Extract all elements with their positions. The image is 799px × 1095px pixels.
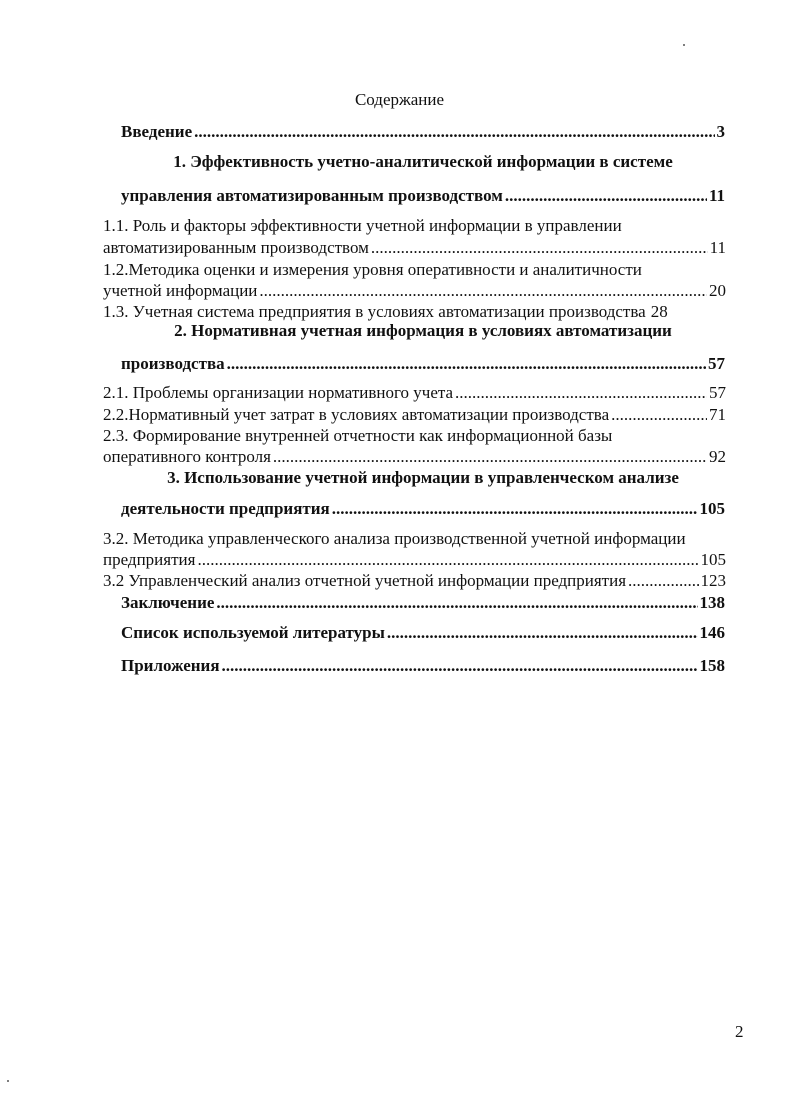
- toc-entry-text: деятельности предприятия: [121, 499, 330, 518]
- dot-leader: [216, 592, 697, 613]
- dot-leader: [371, 237, 708, 258]
- toc-section-3-2: [103, 570, 726, 591]
- toc-entry-text: 1.1. Роль и факторы эффективности учетной информации в управлении: [103, 216, 622, 235]
- toc-entry-text: предприятия: [103, 550, 196, 569]
- toc-entry-text: производства: [121, 354, 225, 373]
- toc-page-number: 105: [700, 550, 726, 569]
- toc-chapter-3-line2: [121, 498, 725, 519]
- toc-page-number: 20: [709, 281, 726, 300]
- toc-entry-text: 1. Эффективность учетно-аналитической информации в системе: [173, 152, 673, 171]
- toc-section-2-2: [103, 404, 726, 425]
- toc-page-number: 57: [709, 383, 726, 402]
- toc-entry-intro: [121, 121, 725, 142]
- dot-leader: [455, 382, 707, 403]
- dot-leader: [197, 549, 698, 570]
- toc-entry-text: 2.3. Формирование внутренней отчетности как информационной базы: [103, 426, 613, 445]
- toc-section-1-3: [103, 301, 726, 322]
- toc-entry-text: управления автоматизированным производством: [121, 186, 503, 205]
- toc-page-number: 3: [716, 122, 725, 141]
- toc-entry-text: Введение: [121, 122, 193, 141]
- toc-section-1-2-line1: [103, 259, 642, 280]
- dot-leader: [611, 404, 707, 425]
- dot-leader: [222, 655, 698, 676]
- toc-entry-text: 2. Нормативная учетная информация в условиях автоматизации: [174, 321, 672, 340]
- toc-entry-text: оперативного контроля: [103, 447, 271, 466]
- toc-page-number: 138: [699, 593, 725, 612]
- toc-section-2-3-line2: [103, 446, 726, 467]
- toc-section-2-3-line1: [103, 425, 612, 446]
- toc-entry-text: 3.2. Методика управленческого анализа производственной учетной информации: [103, 529, 686, 548]
- toc-entry-text: 1.2.Методика оценки и измерения уровня оперативности и аналитичности: [103, 260, 642, 279]
- toc-page-number: 71: [709, 405, 726, 424]
- scan-speck: [683, 44, 685, 46]
- toc-entry-literature: [121, 622, 725, 643]
- toc-heading: Содержание: [354, 90, 445, 109]
- toc-section-2-1: [103, 382, 726, 403]
- dot-leader: [227, 353, 706, 374]
- dot-leader: [332, 498, 698, 519]
- page-number: 2: [735, 1022, 744, 1041]
- toc-entry-conclusion: [121, 592, 725, 613]
- toc-entry-text: Приложения: [121, 656, 220, 675]
- dot-leader: [505, 185, 707, 206]
- dot-leader: [387, 622, 698, 643]
- toc-entry-text: 3. Использование учетной информации в управленческом анализе: [167, 468, 679, 487]
- toc-entry-text: Список используемой литературы: [121, 623, 385, 642]
- toc-chapter-2-line2: [121, 353, 725, 374]
- toc-page-number: 105: [699, 499, 725, 518]
- toc-entry-text: 3.2 Управленческий анализ отчетной учетной информации предприятия: [103, 571, 627, 590]
- toc-chapter-3-line1: [121, 467, 725, 488]
- toc-entry-text: 2.1. Проблемы организации нормативного учета: [103, 383, 454, 402]
- toc-chapter-1-line2: [121, 185, 725, 206]
- toc-page-number: 11: [708, 186, 725, 205]
- toc-section-1-1-line2: [103, 237, 726, 258]
- toc-page-number: 123: [700, 571, 726, 590]
- dot-leader: [273, 446, 707, 467]
- dot-leader: [194, 121, 714, 142]
- toc-section-1-1-line1: [103, 215, 622, 236]
- toc-entry-appendix: [121, 655, 725, 676]
- toc-entry-text: учетной информации: [103, 281, 258, 300]
- toc-entry-text: автоматизированным производством: [103, 238, 369, 257]
- toc-section-1-2-line2: [103, 280, 726, 301]
- scan-speck: [7, 1080, 9, 1082]
- toc-page-number: 146: [699, 623, 725, 642]
- toc-entry-text: Заключение: [121, 593, 215, 612]
- toc-chapter-1-line1: [121, 151, 725, 172]
- dot-leader: [628, 570, 698, 591]
- toc-page-number: 11: [709, 238, 726, 257]
- dot-leader: [259, 280, 707, 301]
- toc-page-number: 158: [699, 656, 725, 675]
- toc-entry-text: 1.3. Учетная система предприятия в условиях автоматизации производства: [103, 302, 646, 321]
- toc-chapter-2-line1: [121, 320, 725, 341]
- toc-section-3-1-line1: [103, 528, 686, 549]
- toc-page-number: 28: [650, 302, 668, 321]
- toc-section-3-1-line2: [103, 549, 726, 570]
- toc-page-number: 57: [708, 354, 725, 373]
- toc-page-number: 92: [709, 447, 726, 466]
- toc-entry-text: 2.2.Нормативный учет затрат в условиях автоматизации производства: [103, 405, 610, 424]
